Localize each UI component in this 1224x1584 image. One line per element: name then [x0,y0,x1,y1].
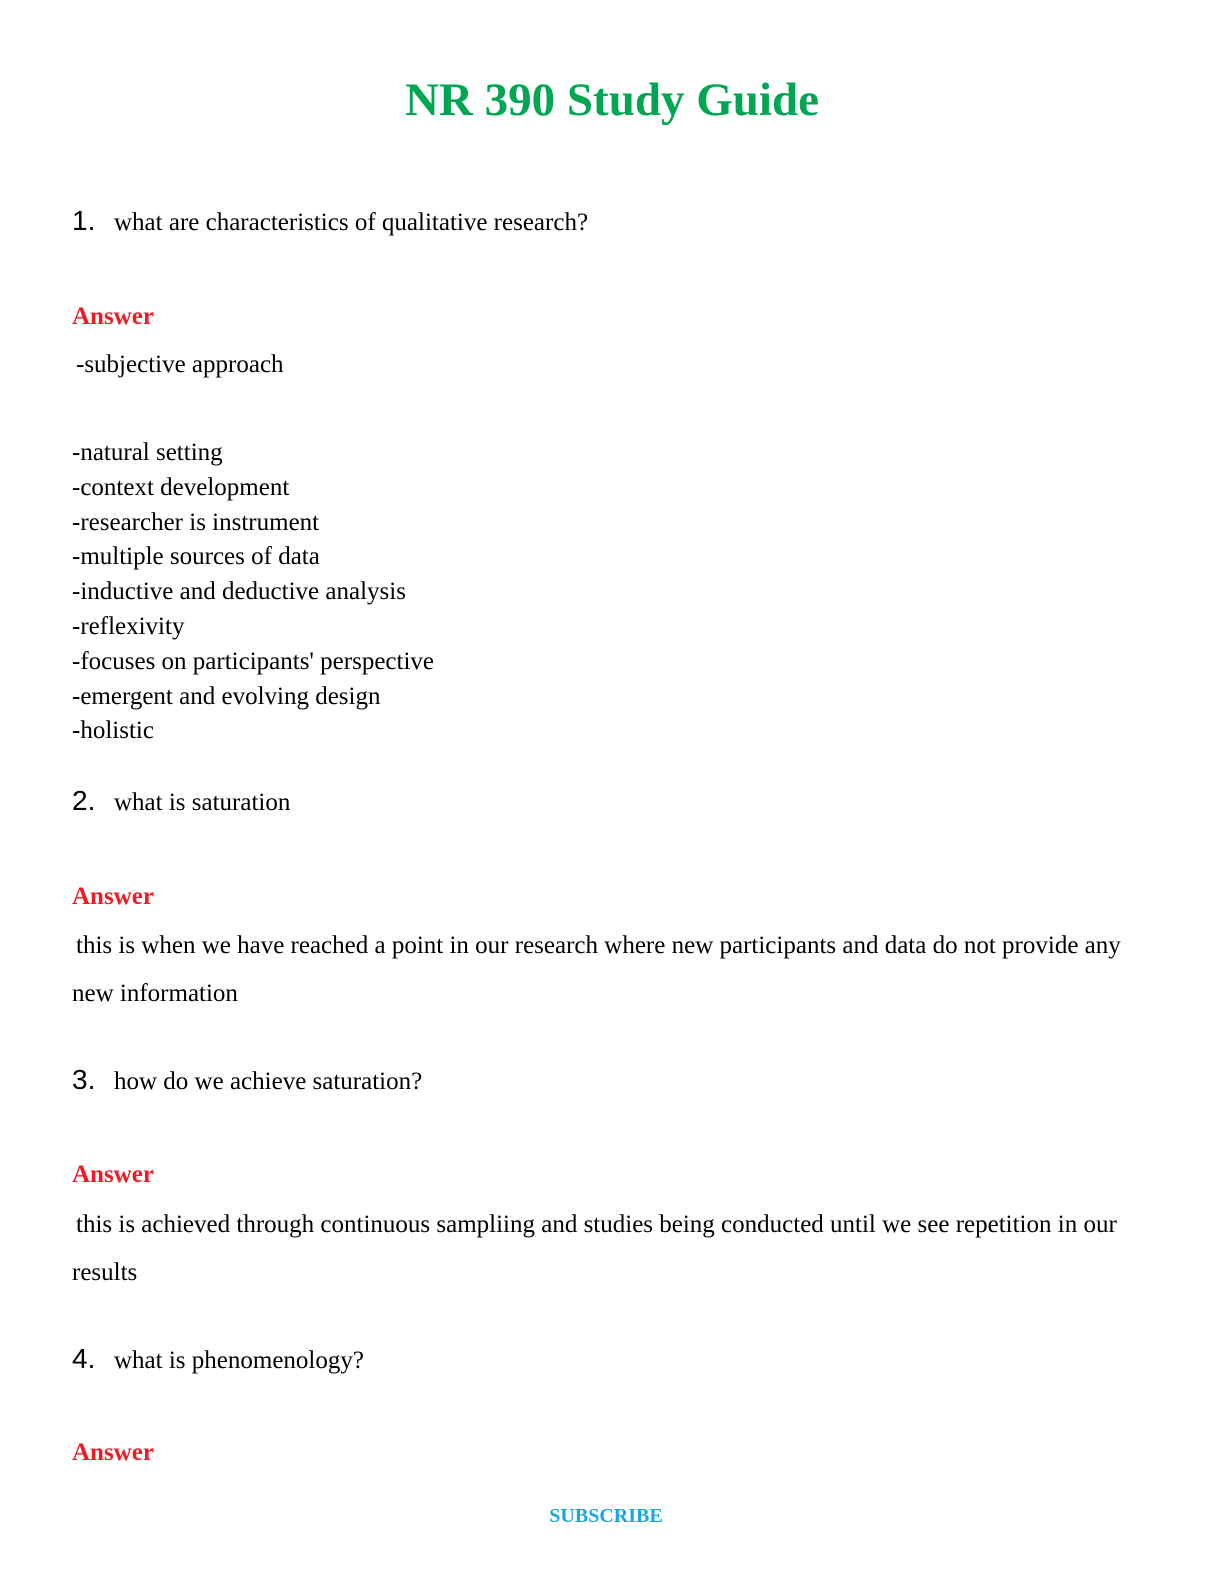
list-item: -multiple sources of data [72,543,320,571]
question-number: 3. [72,1064,96,1095]
list-item: -context development [72,473,290,501]
list-item: -natural setting [72,439,223,466]
question-text: what is phenomenology? [114,1347,364,1374]
question-number: 1. [72,205,96,236]
question-4 [72,1342,364,1376]
answer-label: Answer [72,303,154,330]
list-item: -inductive and deductive analysis [72,578,406,606]
question-number: 4. [72,1343,96,1374]
answer-label: Answer [72,883,154,910]
question-text: what is saturation [114,789,291,816]
list-item: -holistic [72,717,154,745]
answer-text: this is when we have reached a point in our research where new participants and data do not provide any new information [72,932,1121,1007]
question-text: how do we achieve saturation? [114,1068,423,1095]
list-item: -researcher is instrument [72,508,320,536]
answer-text: -subjective approach [76,351,284,378]
answer-text: this is achieved through continuous sampliing and studies being conducted until we see repetition in our results [72,1211,1117,1286]
list-item: -focuses on participants' perspective [72,647,435,675]
page-title: NR 390 Study Guide [405,74,819,126]
subscribe-link[interactable]: SUBSCRIBE [549,1505,663,1527]
question-1 [72,204,588,238]
question-text: what are characteristics of qualitative research? [114,209,589,236]
list-item: -reflexivity [72,612,185,640]
question-number: 2. [72,785,96,816]
question-3 [72,1063,422,1097]
answer-label: Answer [72,1161,154,1188]
list-item: -emergent and evolving design [72,682,381,710]
answer-label: Answer [72,1439,154,1466]
answer-list [72,436,434,749]
question-2 [72,784,290,818]
